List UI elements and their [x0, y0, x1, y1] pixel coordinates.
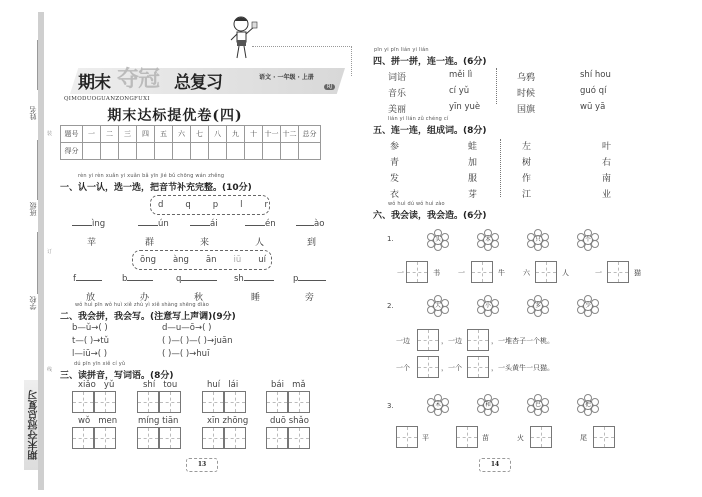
measure-prefix: 一	[397, 269, 404, 277]
flower-char-icon: 多	[527, 295, 549, 317]
sentence-part: ，一个	[441, 364, 462, 372]
writing-grid[interactable]	[406, 261, 428, 283]
fill-item[interactable]: ào	[296, 219, 324, 229]
score-table	[60, 125, 321, 160]
word-pinyin: xīn zhōng	[207, 416, 249, 426]
sentence-part: ，一堆杏子一个桃。	[491, 337, 554, 345]
char[interactable]: 加	[468, 158, 478, 168]
consonant: r	[264, 200, 268, 210]
fill-item[interactable]: ái	[190, 219, 218, 229]
fill-item[interactable]: b	[122, 274, 153, 284]
brand-pinyin: QIMODUOGUANZONGFUXI	[64, 96, 150, 102]
score-cell: 总分	[299, 126, 321, 143]
score-input-cell[interactable]	[137, 143, 155, 160]
word-pinyin[interactable]: wū yā	[580, 102, 606, 112]
char[interactable]: 江	[522, 190, 532, 200]
writing-grid[interactable]	[94, 427, 116, 449]
writing-grid[interactable]	[224, 391, 246, 413]
exam-title: 期末达标提优卷(四)	[107, 108, 243, 124]
score-cell: 九	[227, 126, 245, 143]
cut-mark-2: 订	[47, 249, 53, 255]
char: 苹	[87, 238, 97, 248]
char: 人	[255, 238, 265, 248]
score-table-header-row	[61, 126, 321, 143]
score-input-cell[interactable]	[191, 143, 209, 160]
measure-prefix: 一	[458, 269, 465, 277]
score-input-cell[interactable]	[209, 143, 227, 160]
section2-pinyin: wǒ huì pīn wǒ huì xiě zhù yì xiě shàng shēng diào	[75, 302, 209, 308]
char: 睡	[251, 293, 261, 303]
writing-grid[interactable]	[137, 427, 159, 449]
group-number: 3.	[387, 402, 394, 410]
writing-grid[interactable]	[535, 261, 557, 283]
sentence-part: ，一边	[441, 337, 462, 345]
writing-grid[interactable]	[417, 356, 439, 378]
fill-item[interactable]: én	[245, 219, 276, 229]
fill-item[interactable]: f	[73, 274, 102, 284]
char[interactable]: 业	[602, 190, 612, 200]
sidebar-brand: 期末夺冠总复习	[29, 390, 40, 460]
char[interactable]: 服	[468, 174, 478, 184]
spell-item[interactable]: t—( )→tǔ	[72, 336, 110, 346]
score-cell: 四	[137, 126, 155, 143]
word-pinyin: huí lái	[207, 380, 239, 390]
flower-char-icon: 只	[527, 229, 549, 251]
char[interactable]: 树	[522, 158, 532, 168]
char[interactable]: 左	[522, 142, 532, 152]
flower-char-icon: 小	[477, 295, 499, 317]
word-pinyin[interactable]: měi lì	[449, 70, 473, 80]
vowel: àng	[172, 255, 189, 265]
score-input-cell[interactable]	[263, 143, 281, 160]
spell-item[interactable]: l—iū→( )	[72, 349, 108, 359]
writing-grid[interactable]	[72, 391, 94, 413]
word-chars[interactable]: 音乐	[388, 89, 407, 99]
char[interactable]: 青	[390, 158, 400, 168]
writing-grid[interactable]	[159, 427, 181, 449]
vowel: iū	[233, 255, 242, 265]
char: 旁	[305, 293, 315, 303]
class-label: 班级	[29, 202, 37, 216]
writing-grid[interactable]	[94, 391, 116, 413]
sentence-part: 一边	[396, 337, 410, 345]
flower-char-icon: 个	[577, 229, 599, 251]
word-pinyin[interactable]: guó qí	[580, 86, 607, 96]
divider-dotted	[496, 68, 497, 104]
word-pinyin: shí tou	[143, 380, 178, 390]
fill-item[interactable]: sh	[234, 274, 274, 284]
flower-char-icon: 本	[477, 229, 499, 251]
word-pinyin: wǒ men	[78, 416, 118, 426]
word-pinyin: xiǎo yǔ	[78, 380, 115, 390]
compound-prefix: 尾	[580, 434, 587, 442]
measure-prefix: 六	[523, 269, 530, 277]
score-cell: 二	[101, 126, 119, 143]
brand-banner	[62, 60, 352, 96]
writing-grid[interactable]	[607, 261, 629, 283]
mascot-boy-icon	[228, 14, 258, 62]
char[interactable]: 作	[522, 174, 532, 184]
char: 办	[140, 293, 150, 303]
group-number: 2.	[387, 302, 394, 310]
word-pinyin: míng tiān	[138, 416, 179, 426]
writing-grid[interactable]	[202, 391, 224, 413]
score-input-cell[interactable]	[227, 143, 245, 160]
compound-suffix: 平	[422, 434, 429, 442]
name-line	[37, 40, 38, 90]
score-cell: 八	[209, 126, 227, 143]
score-input-cell[interactable]	[155, 143, 173, 160]
writing-grid[interactable]	[72, 427, 94, 449]
consonant: q	[185, 200, 191, 210]
flower-char-icon: 大	[427, 295, 449, 317]
writing-grid[interactable]	[266, 391, 288, 413]
flower-char-icon: 巴	[527, 394, 549, 416]
score-cell: 五	[155, 126, 173, 143]
measure-suffix: 人	[562, 269, 569, 277]
writing-grid[interactable]	[471, 261, 493, 283]
writing-grid[interactable]	[159, 391, 181, 413]
spell-item[interactable]: d—u—ō→( )	[162, 323, 212, 333]
word-chars[interactable]: 国旗	[517, 105, 536, 115]
char: 放	[86, 293, 96, 303]
word-chars[interactable]: 时候	[517, 89, 536, 99]
spell-item[interactable]: ( )—( )—( )→juān	[162, 336, 233, 346]
flower-char-icon: 禾	[427, 394, 449, 416]
word-pinyin[interactable]: yīn yuè	[449, 102, 481, 112]
score-input-cell[interactable]	[119, 143, 137, 160]
section3-title: 三、读拼音，写词语。(8分)	[60, 371, 174, 381]
score-cell: 题号	[61, 126, 83, 143]
score-row-label: 得分	[61, 143, 83, 160]
fill-item[interactable]: q	[176, 274, 217, 284]
score-cell: 十	[245, 126, 263, 143]
vowel-list	[140, 255, 266, 265]
school-label: 学校	[29, 296, 37, 310]
writing-grid[interactable]	[288, 391, 310, 413]
flower-char-icon: 把	[577, 394, 599, 416]
char[interactable]: 叶	[602, 142, 612, 152]
writing-grid[interactable]	[137, 391, 159, 413]
edition-badge: RJ	[324, 84, 335, 90]
sentence-part: 一个	[396, 364, 410, 372]
measure-suffix: 牛	[498, 269, 505, 277]
consonant: d	[158, 200, 164, 210]
word-chars[interactable]: 乌鸦	[517, 73, 536, 83]
measure-prefix: 一	[595, 269, 602, 277]
score-cell: 十一	[263, 126, 281, 143]
section6-pinyin: wǒ huì dú wǒ huì zào	[388, 201, 445, 207]
score-input-cell[interactable]	[83, 143, 101, 160]
brand-part1: 期末	[78, 73, 110, 93]
writing-grid[interactable]	[266, 427, 288, 449]
score-cell: 七	[191, 126, 209, 143]
word-pinyin[interactable]: cí yǔ	[449, 86, 470, 96]
writing-grid[interactable]	[396, 426, 418, 448]
consonant-list	[158, 200, 268, 210]
page-number-right: 14	[479, 458, 511, 472]
vowel: ōng	[140, 255, 156, 265]
writing-grid[interactable]	[202, 427, 224, 449]
score-cell: 十二	[281, 126, 299, 143]
class-line	[37, 140, 38, 200]
section4-pinyin: pīn yi pīn lián yi lián	[374, 47, 429, 53]
char[interactable]: 参	[390, 142, 400, 152]
fill-item[interactable]: p	[293, 274, 326, 284]
word-chars[interactable]: 美丽	[388, 105, 407, 115]
word-chars[interactable]: 词语	[388, 73, 407, 83]
school-line	[37, 232, 38, 294]
flower-char-icon: 和	[477, 394, 499, 416]
cut-mark-1: 装	[47, 131, 53, 137]
word-pinyin: duō shǎo	[270, 416, 309, 426]
char[interactable]: 蛙	[468, 142, 478, 152]
vowel: uí	[258, 255, 266, 265]
score-table-score-row	[61, 143, 321, 160]
vowel: ān	[205, 255, 217, 265]
score-cell: 一	[83, 126, 101, 143]
char[interactable]: 发	[390, 174, 400, 184]
writing-grid[interactable]	[224, 427, 246, 449]
score-cell: 三	[119, 126, 137, 143]
score-input-cell[interactable]	[245, 143, 263, 160]
compound-suffix: 苗	[482, 434, 489, 442]
fill-item[interactable]: ìng	[72, 219, 105, 229]
brand-part3: 总复习	[174, 73, 222, 93]
section6-title: 六、我会读，我会造。(6分)	[373, 211, 487, 221]
char[interactable]: 南	[602, 174, 612, 184]
brand-part2: 夺冠	[117, 67, 160, 92]
cut-mark-3: 线	[47, 367, 53, 373]
section1-title: 一、认一认，选一选，把音节补充完整。(10分)	[60, 183, 252, 193]
writing-grid[interactable]	[530, 426, 552, 448]
word-pinyin[interactable]: shí hou	[580, 70, 611, 80]
flower-char-icon: 头	[427, 229, 449, 251]
char[interactable]: 衣	[390, 190, 400, 200]
writing-grid[interactable]	[467, 329, 489, 351]
measure-suffix: 书	[433, 269, 440, 277]
fill-item[interactable]: ún	[138, 219, 169, 229]
spell-item[interactable]: b—ǔ→( )	[72, 323, 108, 333]
consonant: l	[240, 200, 243, 210]
section5-title: 五、连一连，组成词。(8分)	[373, 126, 487, 136]
name-label: 姓名	[29, 106, 37, 120]
spell-item[interactable]: ( )—( )→huī	[162, 349, 210, 359]
writing-grid[interactable]	[467, 356, 489, 378]
section4-title: 四、拼一拼，连一连。(6分)	[373, 57, 487, 67]
char[interactable]: 芽	[468, 190, 478, 200]
subject-label: 语文 · 一年级 · 上册	[259, 74, 314, 81]
writing-grid[interactable]	[417, 329, 439, 351]
consonant: p	[212, 200, 219, 210]
section5-pinyin: lián yi lián zǔ chéng cí	[388, 116, 449, 122]
group-number: 1.	[387, 235, 394, 243]
writing-grid[interactable]	[456, 426, 478, 448]
score-input-cell[interactable]	[173, 143, 191, 160]
writing-grid[interactable]	[593, 426, 615, 448]
char[interactable]: 右	[602, 158, 612, 168]
score-cell: 六	[173, 126, 191, 143]
section2-title: 二、我会拼，我会写。(注意写上声调)(9分)	[60, 312, 236, 322]
writing-grid[interactable]	[288, 427, 310, 449]
total-score-cell[interactable]	[299, 143, 321, 160]
flower-char-icon: 少	[577, 295, 599, 317]
char: 秋	[194, 293, 204, 303]
page-number-left: 13	[186, 458, 218, 472]
score-input-cell[interactable]	[281, 143, 299, 160]
char: 到	[307, 238, 317, 248]
measure-suffix: 猫	[634, 269, 641, 277]
sentence-part: ，一头黄牛一只猫。	[491, 364, 554, 372]
score-input-cell[interactable]	[101, 143, 119, 160]
word-pinyin: bái mǎ	[271, 380, 306, 390]
section1-pinyin: rèn yi rèn xuǎn yi xuǎn bǎ yīn jié bǔ chōng wán zhěng	[78, 173, 225, 179]
compound-prefix: 火	[517, 434, 524, 442]
section3-pinyin: dú pīn yīn xiě cí yǔ	[74, 361, 126, 367]
char: 群	[145, 238, 155, 248]
char: 来	[200, 238, 210, 248]
divider-dotted	[500, 139, 501, 197]
